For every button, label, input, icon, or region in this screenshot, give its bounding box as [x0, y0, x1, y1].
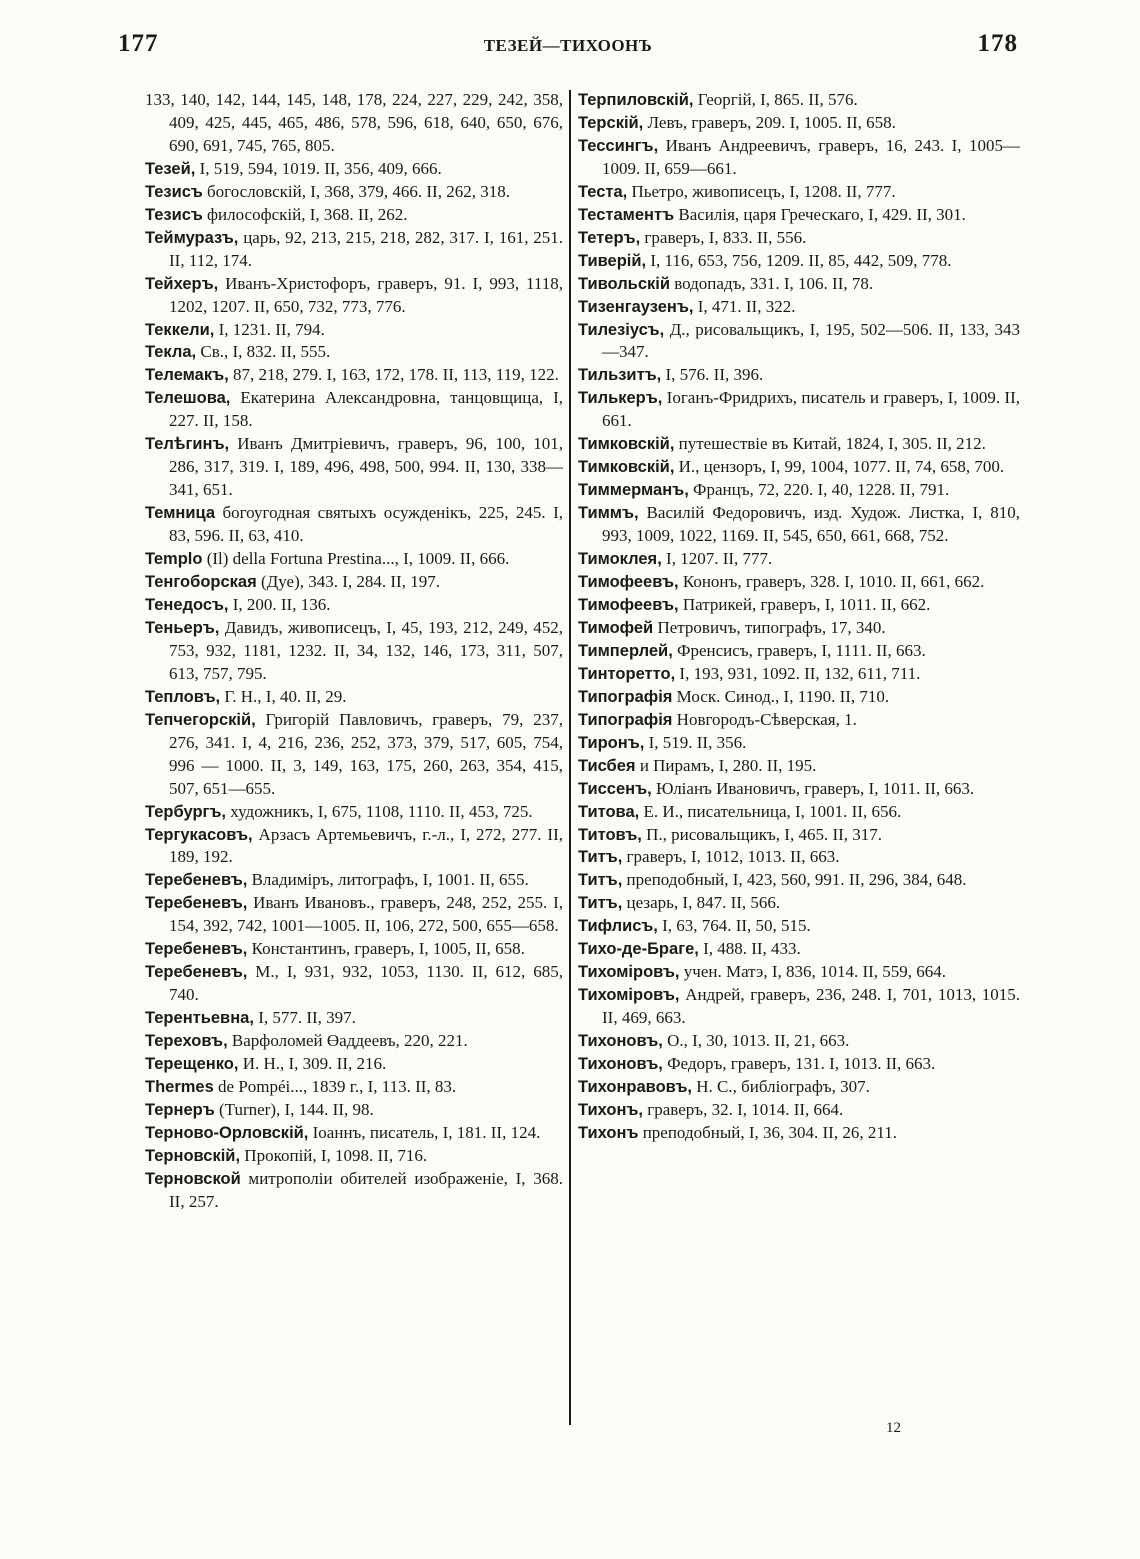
index-entry — [145, 273, 563, 319]
index-entry — [145, 961, 563, 1007]
entry-references: цезарь, I, 847. II, 566. — [622, 893, 781, 913]
entry-heading: Тинторетто, — [578, 664, 676, 683]
entry-heading: Телемакъ, — [145, 366, 229, 385]
entry-references: Владиміръ, литографъ, I, 1001. II, 655. — [247, 870, 529, 890]
index-entry — [578, 112, 1020, 135]
entry-references: I, 1231. II, 794. — [214, 319, 325, 339]
index-entry — [578, 1053, 1020, 1076]
index-entry — [578, 778, 1020, 801]
entry-references: I, 519, 594, 1019. II, 356, 409, 666. — [195, 158, 442, 178]
page-number-right: 178 — [977, 30, 1018, 57]
index-entry — [578, 1122, 1020, 1145]
index-entry — [145, 89, 563, 158]
index-entry — [145, 824, 563, 870]
index-entry — [145, 502, 563, 548]
index-entry — [578, 319, 1020, 365]
entry-references: Левъ, граверъ, 209. I, 1005. II, 658. — [643, 112, 896, 132]
entry-references: I, 488. II, 433. — [698, 939, 801, 959]
entry-heading: Тимковскій, — [578, 458, 675, 477]
entry-references: художникъ, I, 675, 1108, 1110. II, 453, 725. — [226, 801, 533, 821]
index-entry — [145, 548, 563, 571]
index-entry — [578, 869, 1020, 892]
entry-references: Г. Н., I, 40. II, 29. — [220, 686, 347, 706]
entry-heading: Титовъ, — [578, 825, 642, 844]
index-entry — [578, 364, 1020, 387]
entry-references: Давидъ, живописецъ, I, 45, 193, 212, 249, 452, 753, 932, 1181, 1232. II, 34, 132, 146, 173, 311, 507, 613, 757, 795. — [169, 617, 563, 683]
entry-heading: Тезисъ — [145, 182, 203, 201]
index-entry — [145, 1122, 563, 1145]
entry-references: Василій Федоровичъ, изд. Худож. Листка, I, 810, 993, 1009, 1022, 1169. II, 545, 650, 661, 668, 752. — [602, 503, 1020, 546]
entry-heading: Тезей, — [145, 159, 196, 178]
entry-heading: Тихонъ — [578, 1123, 639, 1142]
entry-references: Іоганъ-Фридрихъ, писатель и граверъ, I, 1009. II, 661. — [602, 388, 1020, 431]
entry-references: богоугодная святыхъ осужденікъ, 225, 245. I, 83, 596. II, 63, 410. — [169, 503, 563, 546]
entry-heading: Темница — [145, 504, 216, 523]
entry-heading: Тенедосъ, — [145, 595, 229, 614]
entry-references: Иванъ Ивановъ., граверъ, 248, 252, 255. I, 154, 392, 742, 1001—1005. II, 106, 272, 500, 655—658. — [169, 893, 563, 936]
entry-references: Иванъ Дмитріевичъ, граверъ, 96, 100, 101, 286, 317, 319. I, 189, 496, 498, 500, 994. II, 130, 338—341, 651. — [169, 434, 563, 500]
index-entry — [145, 686, 563, 709]
entry-heading: Терновской — [145, 1169, 241, 1188]
index-entry — [578, 961, 1020, 984]
entry-references: Пьетро, живописецъ, I, 1208. II, 777. — [627, 181, 896, 201]
entry-heading: Тильзитъ, — [578, 366, 662, 385]
index-entry — [145, 227, 563, 273]
entry-references: I, 577. II, 397. — [253, 1008, 356, 1028]
entry-references: Иванъ Андреевичъ, граверъ, 16, 243. I, 1005—1009. II, 659—661. — [602, 135, 1020, 178]
entry-references: Е. И., писательница, I, 1001. II, 656. — [639, 801, 902, 821]
entry-references: Новгородъ-Сѣверская, 1. — [672, 709, 857, 729]
entry-heading: Тепловъ, — [145, 687, 221, 706]
entry-references: Н. С., библіографъ, 307. — [692, 1076, 870, 1096]
entry-references: I, 116, 653, 756, 1209. II, 85, 442, 509, 778. — [646, 250, 952, 270]
index-entry — [578, 594, 1020, 617]
entry-references: путешествіе въ Китай, 1824, I, 305. II, 212. — [674, 434, 986, 454]
entry-heading: Тепчегорскій, — [145, 710, 256, 729]
entry-references: I, 200. II, 136. — [228, 594, 331, 614]
entry-heading: Тезисъ — [145, 205, 203, 224]
entry-references: I, 63, 764. II, 50, 515. — [657, 916, 811, 936]
entry-references: царь, 92, 213, 215, 218, 282, 317. I, 161, 251. II, 112, 174. — [169, 227, 563, 270]
index-entry — [578, 846, 1020, 869]
index-entry — [578, 387, 1020, 433]
index-entry — [145, 1076, 563, 1099]
entry-heading: Терновскій, — [145, 1146, 241, 1165]
entry-references: I, 576. II, 396. — [661, 365, 764, 385]
index-entry — [578, 273, 1020, 296]
entry-references: Моск. Синод., I, 1190. II, 710. — [672, 686, 890, 706]
entry-heading: Тизенгаузенъ, — [578, 297, 694, 316]
entry-heading: Тессингъ, — [578, 136, 659, 155]
index-entry — [578, 732, 1020, 755]
entry-references: Францъ, 72, 220. I, 40, 1228. II, 791. — [688, 480, 950, 500]
index-entry — [145, 571, 563, 594]
entry-heading: Теребеневъ, — [145, 940, 248, 959]
index-entry — [145, 433, 563, 502]
entry-heading: Тимофей — [578, 618, 654, 637]
entry-references: (Дуе), 343. I, 284. II, 197. — [256, 572, 440, 592]
index-entry — [578, 1030, 1020, 1053]
entry-heading: Тетеръ, — [578, 228, 641, 247]
entry-references: Варфоломей Өаддеевъ, 220, 221. — [227, 1031, 468, 1051]
index-entry — [578, 801, 1020, 824]
column-divider — [569, 90, 571, 1425]
entry-heading: Тиммъ, — [578, 504, 639, 523]
entry-references: О., I, 30, 1013. II, 21, 663. — [662, 1031, 850, 1051]
index-entry — [145, 364, 563, 387]
entry-references: 133, 140, 142, 144, 145, 148, 178, 224, 227, 229, 242, 358, 409, 425, 445, 465, 486, 578, 596, 618, 640, 650, 676, 690, 691, 745, 765, 805. — [145, 90, 563, 155]
entry-heading: Тифлисъ, — [578, 917, 658, 936]
running-title: ТЕЗЕЙ—ТИХООНЪ — [483, 36, 653, 55]
index-entry — [578, 686, 1020, 709]
entry-heading: Тихоміровъ, — [578, 986, 680, 1005]
index-entry — [578, 663, 1020, 686]
index-entry — [578, 433, 1020, 456]
entry-references: М., I, 931, 932, 1053, 1130. II, 612, 685, 740. — [169, 962, 563, 1005]
entry-references: Екатерина Александровна, танцовщица, I, 227. II, 158. — [169, 388, 563, 431]
index-entry — [145, 158, 563, 181]
entry-heading: Тимперлей, — [578, 641, 673, 660]
entry-heading: Тербургъ, — [145, 802, 227, 821]
entry-references: богословскій, I, 368, 379, 466. II, 262, 318. — [202, 181, 510, 201]
index-entry — [145, 594, 563, 617]
entry-references: Френсисъ, граверъ, I, 1111. II, 663. — [672, 640, 926, 660]
entry-references: философскій, I, 368. II, 262. — [202, 204, 408, 224]
index-entry — [145, 1007, 563, 1030]
entry-references: Андрей, граверъ, 236, 248. I, 701, 1013, 1015. II, 469, 663. — [602, 985, 1020, 1028]
entry-heading: Thermes — [145, 1077, 214, 1096]
entry-references: Юліанъ Ивановичъ, граверъ, I, 1011. II, 663. — [651, 778, 975, 798]
index-entry — [578, 479, 1020, 502]
entry-heading: Тихоновъ, — [578, 1055, 663, 1074]
entry-references: Василія, царя Греческаго, I, 429. II, 301. — [674, 204, 966, 224]
entry-heading: Тимофеевъ, — [578, 573, 679, 592]
entry-heading: Теймуразъ, — [145, 228, 239, 247]
entry-references: Патрикей, граверъ, I, 1011. II, 662. — [678, 594, 931, 614]
index-entry — [145, 869, 563, 892]
entry-heading: Титъ, — [578, 871, 623, 890]
entry-references: (Turner), I, 144. II, 98. — [214, 1099, 374, 1119]
entry-heading: Титова, — [578, 802, 640, 821]
index-entry — [578, 755, 1020, 778]
entry-references: de Pompéi..., 1839 г., I, 113. II, 83. — [213, 1076, 457, 1096]
index-entry — [578, 502, 1020, 548]
index-entry — [145, 341, 563, 364]
entry-references: I, 471. II, 322. — [693, 296, 796, 316]
entry-references: Прокопій, I, 1098. II, 716. — [240, 1145, 428, 1165]
entry-references: преподобный, I, 423, 560, 991. II, 296, 384, 648. — [622, 870, 967, 890]
entry-heading: Тернеръ — [145, 1100, 215, 1119]
entry-references: И. Н., I, 309. II, 216. — [238, 1054, 387, 1074]
entry-references: Федоръ, граверъ, 131. I, 1013. II, 663. — [662, 1054, 936, 1074]
index-entry — [145, 387, 563, 433]
entry-references: Иванъ-Христофоръ, граверъ, 91. I, 993, 1118, 1202, 1207. II, 650, 732, 773, 776. — [169, 273, 563, 316]
entry-heading: Тихонравовъ, — [578, 1077, 693, 1096]
entry-references: Д., рисовальщикъ, I, 195, 502—506. II, 133, 343—347. — [602, 319, 1020, 362]
entry-heading: Терскій, — [578, 113, 644, 132]
entry-heading: Тергукасовъ, — [145, 825, 253, 844]
index-entry — [145, 617, 563, 686]
entry-references: 87, 218, 279. I, 163, 172, 178. II, 113, 119, 122. — [228, 365, 559, 385]
index-entry — [578, 824, 1020, 847]
entry-heading: Телѣгинъ, — [145, 435, 230, 454]
entry-references: и Пирамъ, I, 280. II, 195. — [635, 755, 817, 775]
entry-heading: Теста, — [578, 182, 628, 201]
index-entry — [145, 709, 563, 801]
index-entry — [145, 1053, 563, 1076]
index-entry — [578, 296, 1020, 319]
entry-heading: Титъ, — [578, 848, 623, 867]
entry-heading: Теккели, — [145, 320, 215, 339]
index-column-left — [145, 89, 563, 1214]
entry-references: Григорій Павловичъ, граверъ, 79, 237, 276, 341. I, 4, 216, 236, 252, 373, 379, 517, 605, 754, 996 — 1000. II, 3, 149, 163, 175, 260, 263, 354, 415, 507, 651—655. — [169, 709, 563, 798]
entry-references: Св., I, 832. II, 555. — [196, 342, 331, 362]
index-entry — [578, 548, 1020, 571]
entry-heading: Терещенко, — [145, 1055, 239, 1074]
entry-references: I, 519. II, 356. — [644, 732, 747, 752]
entry-heading: Тилькеръ, — [578, 389, 663, 408]
page-number-left: 177 — [118, 30, 159, 57]
entry-heading: Терпиловскій, — [578, 91, 694, 109]
index-entry — [578, 640, 1020, 663]
entry-references: учен. Матэ, I, 836, 1014. II, 559, 664. — [679, 962, 947, 982]
entry-heading: Тимковскій, — [578, 435, 675, 454]
entry-references: граверъ, 32. I, 1014. II, 664. — [643, 1099, 844, 1119]
entry-references: Константинъ, граверъ, I, 1005, II, 658. — [247, 939, 525, 959]
index-entry — [145, 1168, 563, 1214]
entry-references: Кононъ, граверъ, 328. I, 1010. II, 661, 662. — [678, 572, 985, 592]
entry-heading: Тихо-де-Браге, — [578, 940, 699, 959]
entry-references: водопадъ, 331. I, 106. II, 78. — [669, 273, 874, 293]
index-entry — [578, 709, 1020, 732]
index-entry — [145, 1030, 563, 1053]
entry-references: I, 1207. II, 777. — [661, 549, 773, 569]
entry-references: И., цензоръ, I, 99, 1004, 1077. II, 74, 658, 700. — [674, 457, 1005, 477]
entry-heading: Тимофеевъ, — [578, 595, 679, 614]
entry-heading: Тиронъ, — [578, 733, 645, 752]
index-entry — [578, 938, 1020, 961]
entry-references: Арзасъ Артемьевичъ, г.-л., I, 272, 277. II, 189, 192. — [169, 824, 563, 867]
index-entry — [145, 204, 563, 227]
entry-heading: Теньеръ, — [145, 618, 220, 637]
index-entry — [145, 801, 563, 824]
entry-heading: Терново-Орловскій, — [145, 1123, 309, 1142]
entry-heading: Тисбея — [578, 756, 636, 775]
index-entry — [145, 1099, 563, 1122]
entry-references: Іоаннъ, писатель, I, 181. II, 124. — [308, 1122, 541, 1142]
index-entry — [578, 250, 1020, 273]
index-entry — [578, 181, 1020, 204]
signature-mark: 12 — [886, 1420, 901, 1436]
entry-references: I, 193, 931, 1092. II, 132, 611, 711. — [675, 663, 921, 683]
entry-heading: Тихоміровъ, — [578, 963, 680, 982]
entry-heading: Тихонъ, — [578, 1100, 644, 1119]
entry-heading: Тимоклея, — [578, 550, 662, 569]
entry-heading: Тилезіусъ, — [578, 320, 665, 339]
index-entry — [145, 319, 563, 342]
entry-heading: Теребеневъ, — [145, 871, 248, 890]
index-entry — [578, 571, 1020, 594]
index-entry — [578, 456, 1020, 479]
index-column-right — [578, 89, 1020, 1145]
entry-heading: Теребеневъ, — [145, 963, 248, 982]
entry-heading: Титъ, — [578, 894, 623, 913]
entry-heading: Templo — [145, 550, 203, 569]
entry-heading: Тестаментъ — [578, 205, 675, 224]
index-entry — [578, 1076, 1020, 1099]
index-entry — [578, 1099, 1020, 1122]
entry-references: Петровичъ, типографъ, 17, 340. — [653, 617, 886, 637]
entry-references: граверъ, I, 833. II, 556. — [640, 227, 807, 247]
entry-heading: Тейхеръ, — [145, 274, 219, 293]
entry-references: преподобный, I, 36, 304. II, 26, 211. — [638, 1122, 897, 1142]
entry-heading: Типографія — [578, 687, 673, 706]
entry-heading: Типографія — [578, 710, 673, 729]
entry-references: Георгій, I, 865. II, 576. — [693, 90, 858, 109]
page-header — [118, 30, 1018, 64]
entry-references: (Il) della Fortuna Prestina..., I, 1009. II, 666. — [202, 549, 510, 569]
index-entry — [578, 892, 1020, 915]
entry-heading: Тивольскій — [578, 274, 670, 293]
index-entry — [145, 1145, 563, 1168]
entry-references: П., рисовальщикъ, I, 465. II, 317. — [641, 824, 883, 844]
entry-heading: Тиверій, — [578, 251, 647, 270]
index-entry — [578, 984, 1020, 1030]
index-entry — [578, 89, 1020, 112]
entry-heading: Тихоновъ, — [578, 1032, 663, 1051]
index-entry — [578, 135, 1020, 181]
index-entry — [578, 915, 1020, 938]
entry-heading: Терентьевна, — [145, 1009, 254, 1028]
index-entry — [145, 938, 563, 961]
index-entry — [578, 617, 1020, 640]
entry-heading: Тиммерманъ, — [578, 481, 689, 500]
index-entry — [578, 227, 1020, 250]
entry-heading: Тиссенъ, — [578, 779, 652, 798]
entry-heading: Тереховъ, — [145, 1032, 228, 1051]
entry-heading: Текла, — [145, 343, 197, 362]
index-entry — [145, 181, 563, 204]
index-entry — [578, 204, 1020, 227]
entry-references: митрополіи обителей изображеніе, I, 368. II, 257. — [169, 1168, 563, 1211]
entry-heading: Телешова, — [145, 389, 231, 408]
index-entry — [145, 892, 563, 938]
entry-heading: Теребеневъ, — [145, 894, 248, 913]
entry-heading: Тенгоборская — [145, 573, 257, 592]
entry-references: граверъ, I, 1012, 1013. II, 663. — [622, 847, 840, 867]
